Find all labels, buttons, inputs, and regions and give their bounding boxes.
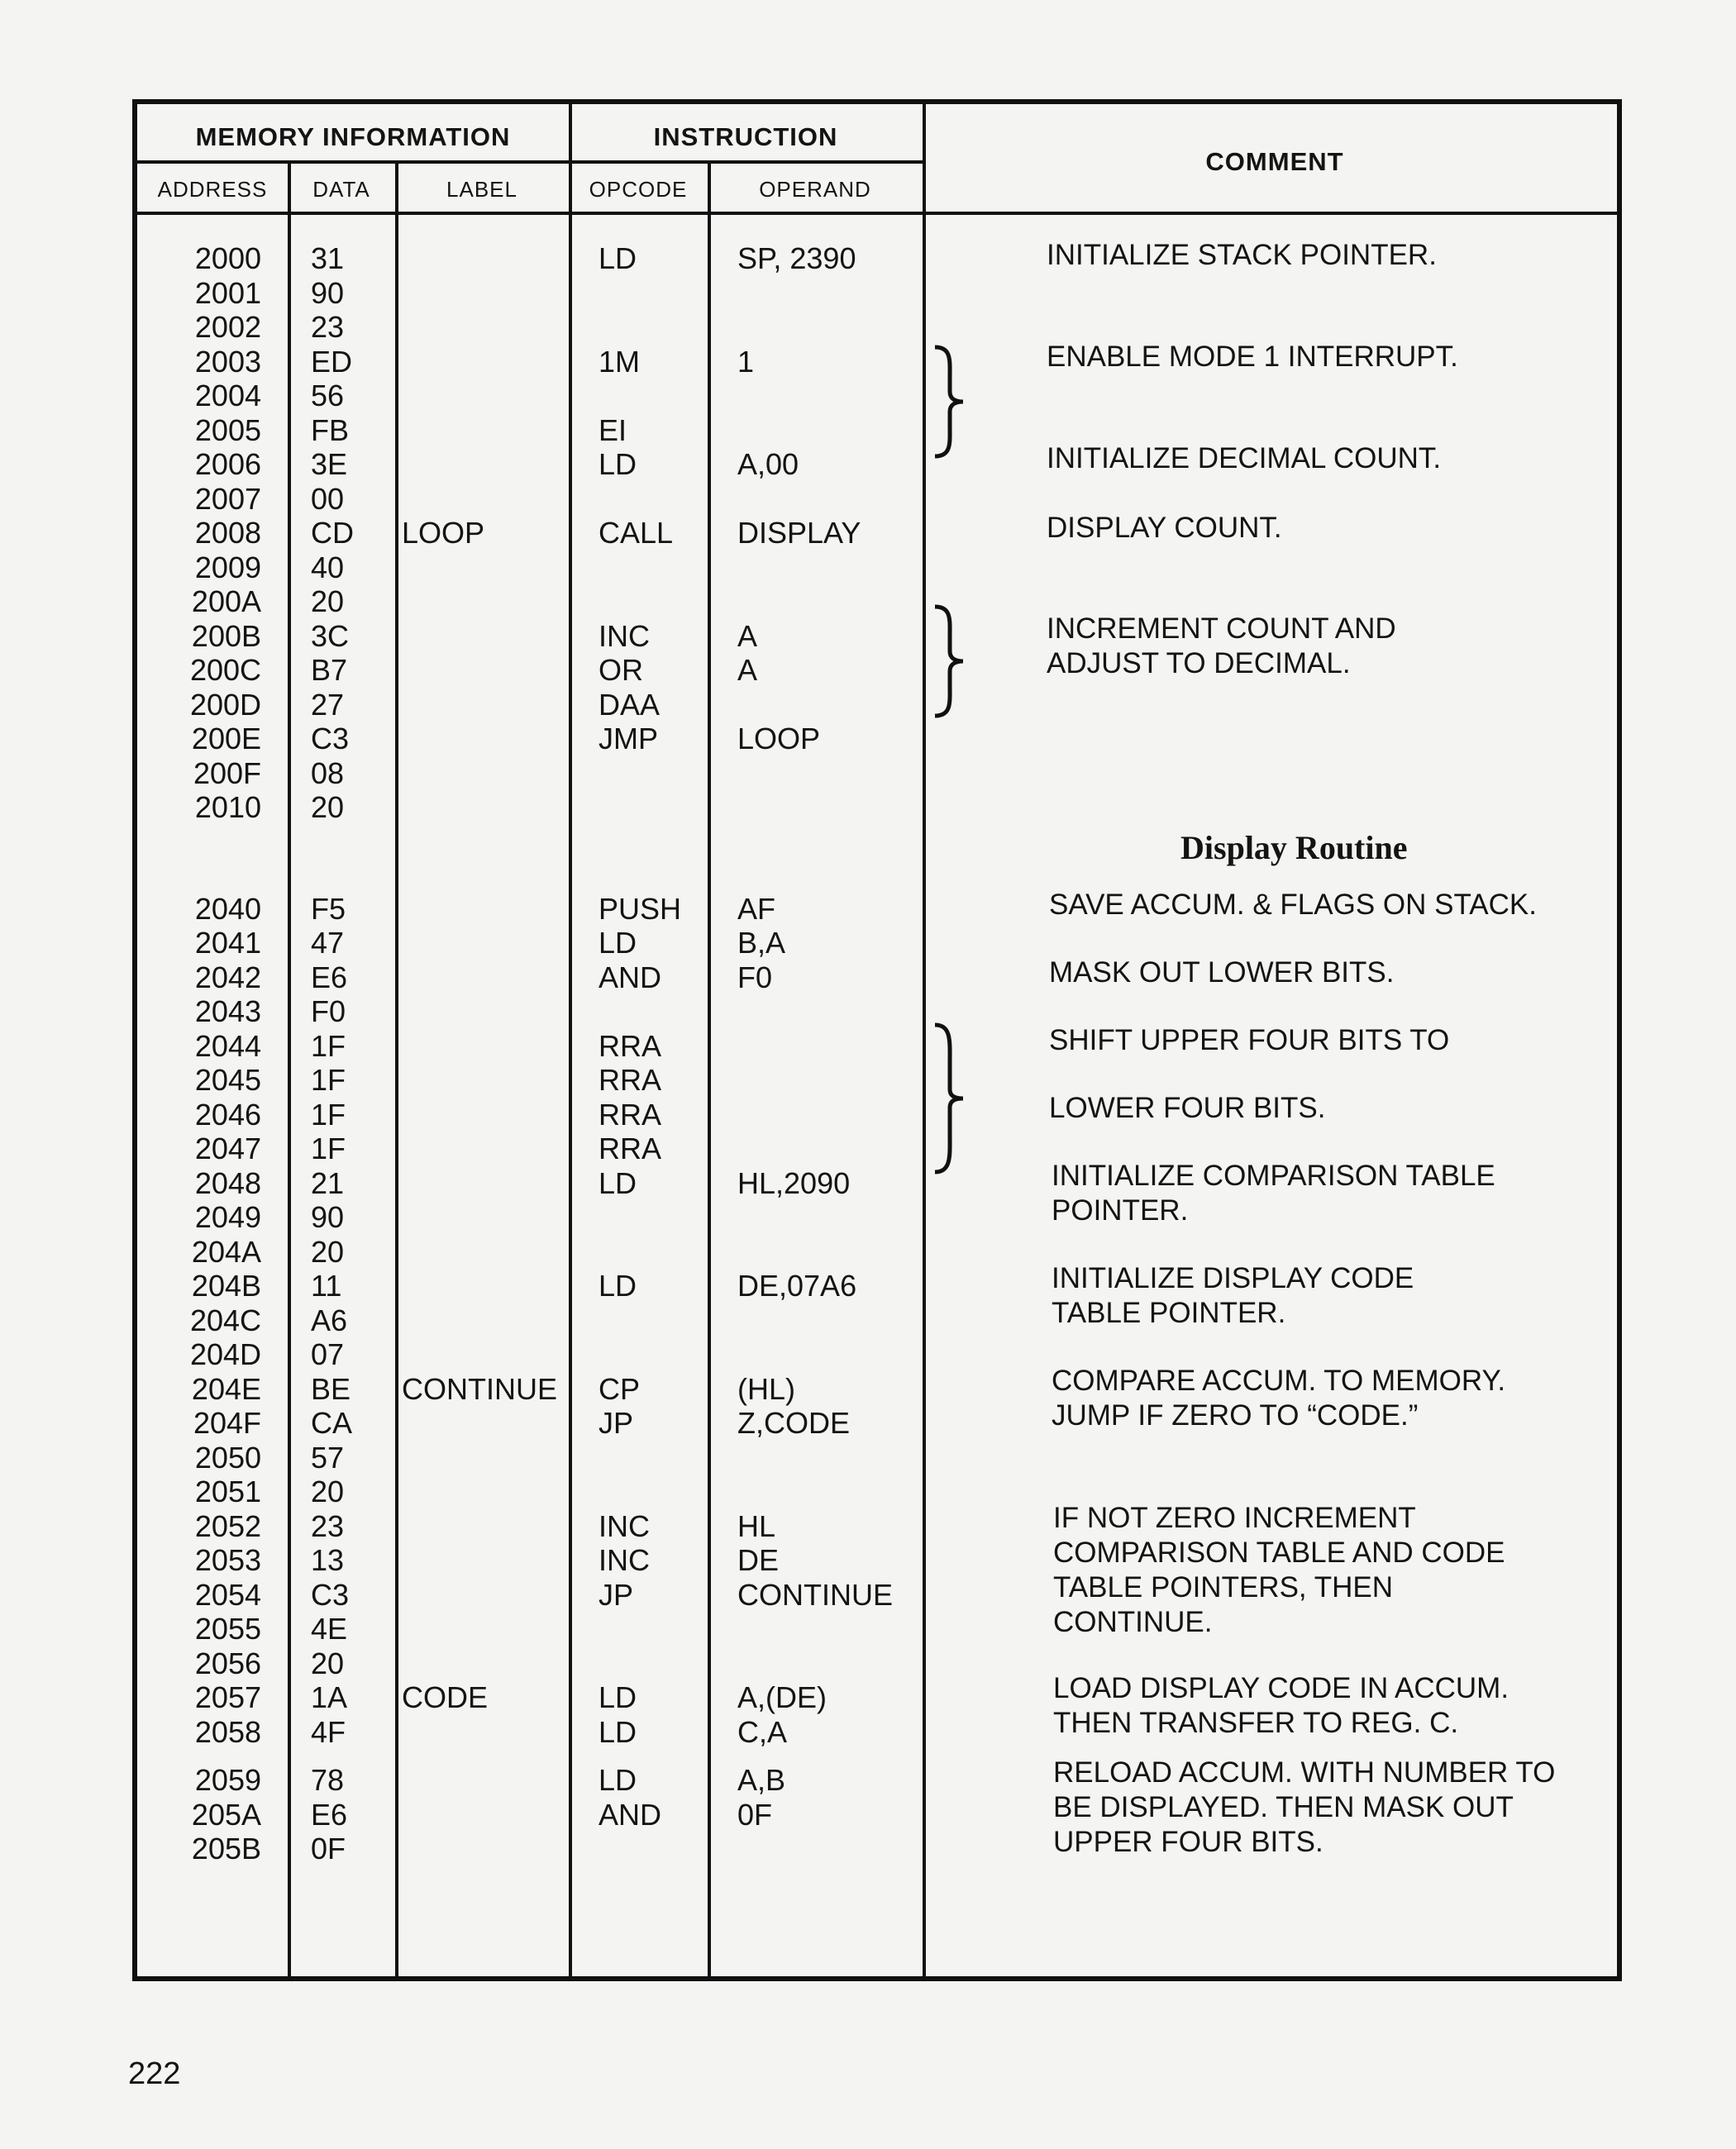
cell-address: 2008 <box>194 516 261 550</box>
cell-operand: LOOP <box>737 722 821 755</box>
cell-operand: A,00 <box>737 447 799 481</box>
cell-data: BE <box>311 1371 351 1406</box>
cell-data: C3 <box>311 722 350 755</box>
cell-operand: AF <box>737 891 776 926</box>
header-data: DATA <box>312 177 370 202</box>
cell-operand: C,A <box>737 1714 788 1749</box>
header-address: ADDRESS <box>157 177 268 202</box>
cell-opcode: AND <box>599 1797 662 1832</box>
cell-data: F0 <box>311 994 346 1028</box>
cell-data: 20 <box>311 1475 345 1508</box>
header-operand: OPERAND <box>759 177 871 202</box>
cell-data: 40 <box>311 550 345 584</box>
cell-operand: (HL) <box>737 1371 795 1406</box>
header-comment: COMMENT <box>1205 147 1344 176</box>
cell-operand: CONTINUE <box>737 1577 893 1612</box>
cell-operand: A <box>737 653 758 687</box>
cell-opcode: INC <box>599 1508 650 1543</box>
cell-data: 20 <box>311 1646 345 1680</box>
cell-address: 2041 <box>194 926 261 960</box>
cell-address: 2049 <box>194 1200 261 1234</box>
cell-operand: SP, 2390 <box>737 241 856 275</box>
cell-data: 1F <box>311 1097 346 1132</box>
header-opcode: OPCODE <box>589 177 688 202</box>
cell-opcode: CALL <box>599 516 674 550</box>
cell-operand: A,B <box>737 1763 786 1797</box>
cell-address: 2051 <box>194 1475 261 1508</box>
comment-text: COMPARE ACCUM. TO MEMORY. JUMP IF ZERO TO “CODE.” <box>1052 1365 1506 1432</box>
brace-icon <box>928 344 970 460</box>
cell-data: 20 <box>311 584 345 618</box>
cell-opcode: EI <box>599 412 627 447</box>
comment-text: IF NOT ZERO INCREMENT COMPARISON TABLE AND CODE TABLE POINTERS, THEN CONTINUE. <box>1053 1502 1505 1638</box>
cell-opcode: INC <box>599 1543 650 1577</box>
cell-address: 2002 <box>194 310 261 344</box>
cell-address: 2000 <box>194 241 261 275</box>
cell-address: 2048 <box>194 1165 261 1200</box>
cell-opcode: JP <box>599 1406 634 1440</box>
cell-opcode: DAA <box>599 687 661 722</box>
cell-data: 1A <box>311 1680 348 1714</box>
cell-address: 204C <box>189 1303 261 1337</box>
cell-address: 2009 <box>194 550 261 584</box>
comment-text: INCREMENT COUNT AND ADJUST TO DECIMAL. <box>1047 612 1396 679</box>
cell-address: 2003 <box>194 344 261 379</box>
cell-address: 2004 <box>194 379 261 412</box>
comment-text: MASK OUT LOWER BITS. <box>1049 956 1395 989</box>
cell-operand: F0 <box>737 960 773 994</box>
cell-opcode: LD <box>599 1680 637 1714</box>
cell-operand: HL,2090 <box>737 1165 851 1200</box>
cell-address: 2057 <box>194 1680 261 1714</box>
cell-address: 2050 <box>194 1440 261 1475</box>
cell-data: 08 <box>311 755 345 790</box>
cell-address: 2043 <box>194 994 261 1028</box>
cell-data: ED <box>311 344 353 379</box>
cell-data: 4F <box>311 1714 346 1749</box>
cell-address: 2005 <box>194 412 261 447</box>
comment-text: SHIFT UPPER FOUR BITS TO <box>1049 1024 1450 1056</box>
cell-operand: DE <box>737 1543 780 1577</box>
cell-address: 2058 <box>194 1714 261 1749</box>
cell-opcode: LD <box>599 447 637 481</box>
cell-opcode: PUSH <box>599 891 682 926</box>
comment-text: ENABLE MODE 1 INTERRUPT. <box>1047 341 1458 373</box>
cell-address: 204A <box>191 1234 261 1269</box>
cell-label: LOOP <box>402 516 485 550</box>
cell-address: 2053 <box>194 1543 261 1577</box>
cell-address: 2052 <box>194 1508 261 1543</box>
cell-address: 2047 <box>194 1132 261 1165</box>
cell-data: 57 <box>311 1440 345 1475</box>
cell-address: 200E <box>191 722 261 755</box>
cell-address: 200B <box>191 618 261 653</box>
cell-operand: DE,07A6 <box>737 1269 857 1303</box>
brace-icon <box>928 603 970 719</box>
cell-address: 2007 <box>194 481 261 516</box>
cell-data: 3E <box>311 447 348 481</box>
cell-data: 0F <box>311 1832 346 1865</box>
cell-address: 2044 <box>194 1028 261 1063</box>
cell-data: C3 <box>311 1577 350 1612</box>
cell-operand: 1 <box>737 344 755 379</box>
cell-opcode: LD <box>599 1714 637 1749</box>
cell-data: CD <box>311 516 354 550</box>
cell-address: 204E <box>191 1371 261 1406</box>
cell-label: CODE <box>402 1680 489 1714</box>
comment-text: LOWER FOUR BITS. <box>1049 1092 1326 1124</box>
cell-address: 2046 <box>194 1097 261 1132</box>
cell-address: 204F <box>193 1406 261 1440</box>
cell-operand: B,A <box>737 926 786 960</box>
brace-icon <box>928 1022 970 1175</box>
cell-data: CA <box>311 1406 353 1440</box>
cell-data: 90 <box>311 275 345 310</box>
cell-data: 13 <box>311 1543 345 1577</box>
cell-operand: 0F <box>737 1797 773 1832</box>
comment-text: DISPLAY COUNT. <box>1047 512 1282 544</box>
cell-opcode: LD <box>599 241 637 275</box>
cell-data: E6 <box>311 960 348 994</box>
cell-address: 200D <box>189 687 261 722</box>
cell-address: 2010 <box>194 790 261 824</box>
cell-data: 20 <box>311 790 345 824</box>
cell-data: F5 <box>311 891 346 926</box>
cell-address: 2059 <box>194 1763 261 1797</box>
cell-data: 47 <box>311 926 345 960</box>
header-label: LABEL <box>446 177 517 202</box>
cell-opcode: LD <box>599 1763 637 1797</box>
cell-operand: HL <box>737 1508 776 1543</box>
comment-text: INITIALIZE DISPLAY CODE TABLE POINTER. <box>1052 1262 1414 1329</box>
cell-address: 204B <box>191 1269 261 1303</box>
cell-data: 11 <box>311 1269 342 1303</box>
cell-opcode: LD <box>599 1269 637 1303</box>
header-instruction: INSTRUCTION <box>653 122 838 151</box>
cell-address: 2040 <box>194 891 261 926</box>
cell-opcode: RRA <box>599 1028 662 1063</box>
cell-data: 31 <box>311 241 345 275</box>
cell-operand: A,(DE) <box>737 1680 827 1714</box>
cell-address: 2055 <box>194 1612 261 1646</box>
cell-data: 78 <box>311 1763 345 1797</box>
cell-opcode: AND <box>599 960 662 994</box>
cell-data: FB <box>311 412 350 447</box>
comment-text: LOAD DISPLAY CODE IN ACCUM. THEN TRANSFER TO REG. C. <box>1053 1672 1509 1739</box>
comment-text: INITIALIZE COMPARISON TABLE POINTER. <box>1052 1160 1495 1227</box>
page-number: 222 <box>128 2056 181 2091</box>
cell-opcode: LD <box>599 1165 637 1200</box>
cell-data: B7 <box>311 653 348 687</box>
cell-data: 27 <box>311 687 345 722</box>
comment-text: INITIALIZE DECIMAL COUNT. <box>1047 442 1442 474</box>
cell-address: 2006 <box>194 447 261 481</box>
cell-opcode: OR <box>599 653 643 687</box>
header-memory-information: MEMORY INFORMATION <box>195 122 511 151</box>
cell-address: 2056 <box>194 1646 261 1680</box>
cell-opcode: CP <box>599 1371 641 1406</box>
cell-data: 3C <box>311 618 350 653</box>
cell-operand: Z,CODE <box>737 1406 851 1440</box>
cell-address: 205A <box>191 1797 261 1832</box>
section-heading: Display Routine <box>1180 829 1408 866</box>
cell-data: 23 <box>311 1508 345 1543</box>
cell-opcode: JP <box>599 1577 634 1612</box>
cell-address: 204D <box>189 1337 261 1371</box>
cell-data: 1F <box>311 1132 346 1165</box>
cell-data: 1F <box>311 1028 346 1063</box>
cell-data: 00 <box>311 481 345 516</box>
cell-data: A6 <box>311 1303 348 1337</box>
cell-data: 1F <box>311 1063 346 1097</box>
cell-operand: A <box>737 618 758 653</box>
cell-opcode: RRA <box>599 1063 662 1097</box>
cell-opcode: RRA <box>599 1132 662 1165</box>
cell-data: 07 <box>311 1337 345 1371</box>
cell-opcode: LD <box>599 926 637 960</box>
cell-data: 90 <box>311 1200 345 1234</box>
cell-data: E6 <box>311 1797 348 1832</box>
cell-address: 2045 <box>194 1063 261 1097</box>
cell-operand: DISPLAY <box>737 516 861 550</box>
cell-opcode: 1M <box>599 344 641 379</box>
cell-address: 2001 <box>194 275 261 310</box>
cell-address: 200C <box>189 653 261 687</box>
comment-text: INITIALIZE STACK POINTER. <box>1047 239 1437 271</box>
cell-data: 23 <box>311 310 345 344</box>
cell-opcode: RRA <box>599 1097 662 1132</box>
cell-data: 4E <box>311 1612 348 1646</box>
comment-text: RELOAD ACCUM. WITH NUMBER TO BE DISPLAYED. THEN MASK OUT UPPER FOUR BITS. <box>1053 1756 1556 1858</box>
cell-label: CONTINUE <box>402 1371 557 1406</box>
cell-address: 200A <box>191 584 261 618</box>
cell-opcode: INC <box>599 618 650 653</box>
cell-address: 200F <box>193 755 261 790</box>
cell-address: 2042 <box>194 960 261 994</box>
cell-address: 2054 <box>194 1577 261 1612</box>
comment-text: SAVE ACCUM. & FLAGS ON STACK. <box>1049 889 1537 921</box>
cell-data: 20 <box>311 1234 345 1269</box>
cell-data: 21 <box>311 1165 345 1200</box>
cell-data: 56 <box>311 379 345 412</box>
cell-opcode: JMP <box>599 722 658 755</box>
cell-address: 205B <box>191 1832 261 1865</box>
assembly-listing-table <box>132 99 1622 1981</box>
